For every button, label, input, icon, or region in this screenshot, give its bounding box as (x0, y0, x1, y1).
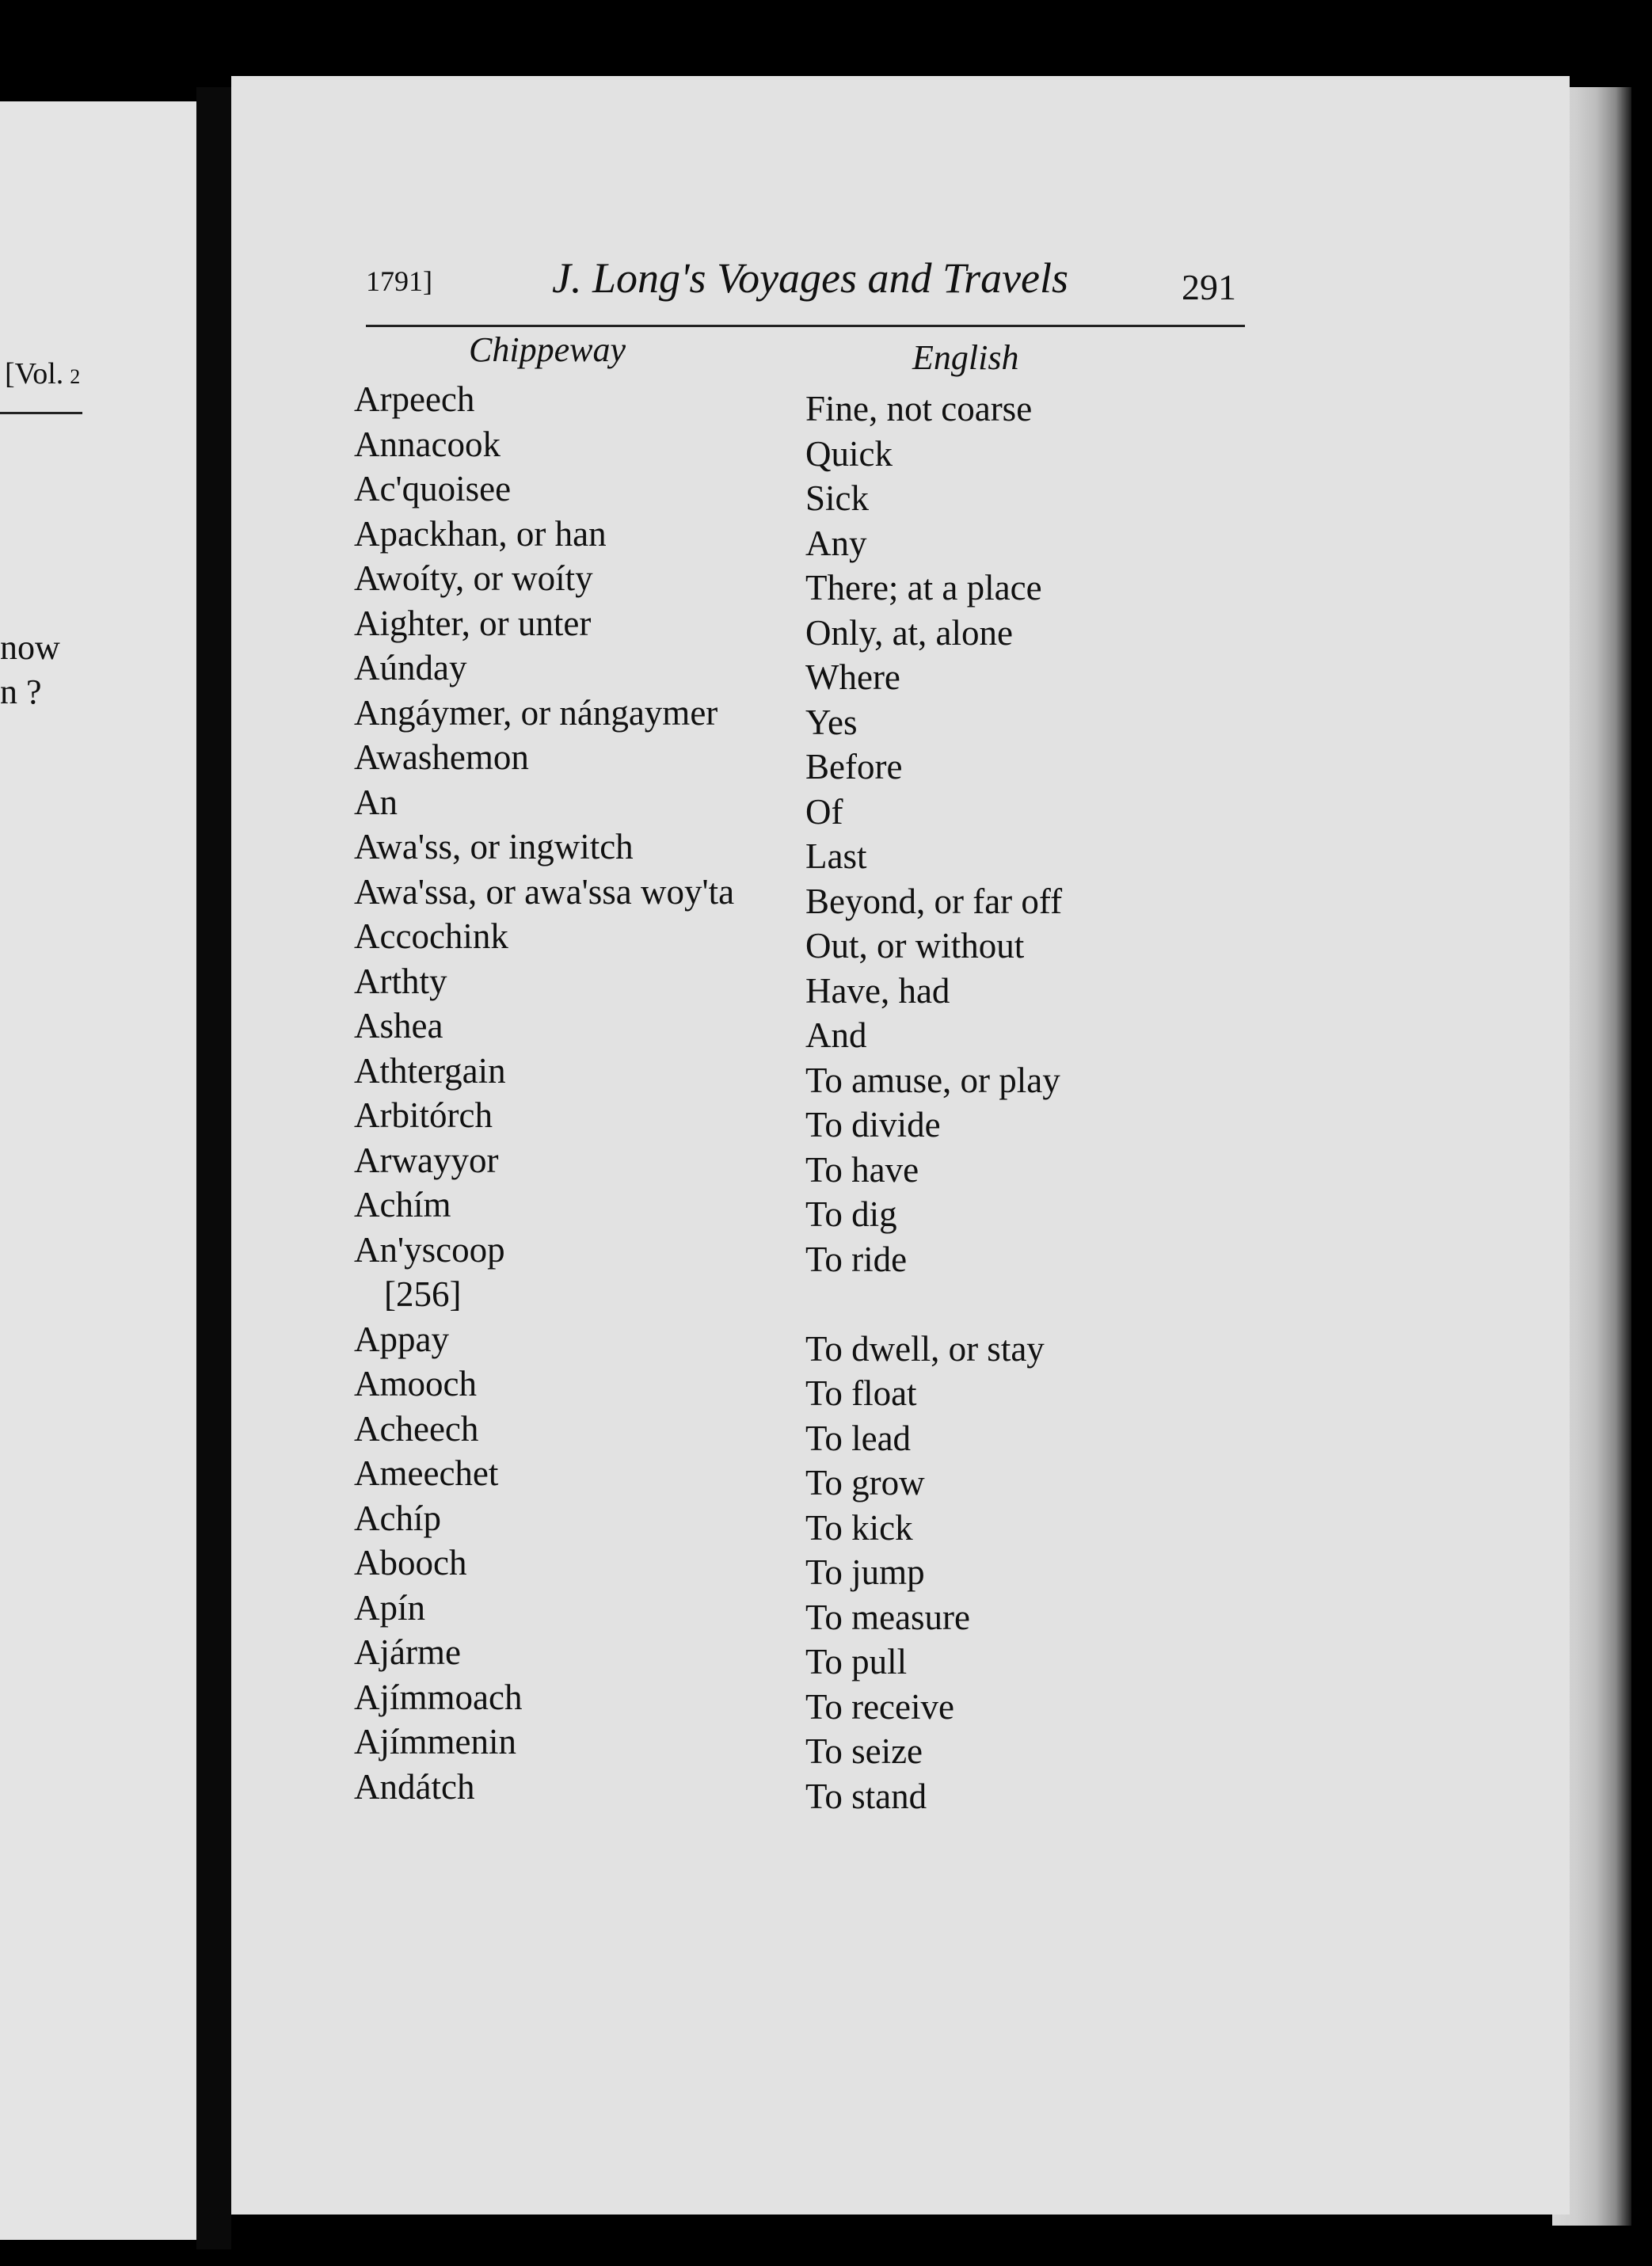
running-header (366, 249, 1483, 320)
english-word: To stand (805, 1776, 927, 1816)
chippeway-word: Awa'ssa, or awa'ssa woy'ta (354, 871, 735, 912)
chippeway-word: Apín (354, 1587, 425, 1628)
english-column-heading: English (912, 338, 1019, 377)
english-word: To divide (805, 1105, 941, 1144)
english-word: To dig (805, 1194, 897, 1234)
book-page (231, 76, 1570, 2215)
page-number: 291 (1182, 267, 1236, 307)
header-title: J. Long's Voyages and Travels (552, 254, 1069, 302)
chippeway-word: Andátch (354, 1766, 475, 1807)
previous-page-volume-number: 2 (70, 365, 81, 388)
english-word: Before (805, 747, 903, 786)
chippeway-word: Ac'quoisee (354, 469, 512, 508)
english-word: To amuse, or play (805, 1060, 1060, 1100)
chippeway-word: Ajárme (354, 1632, 461, 1672)
chippeway-word: An (354, 782, 398, 822)
english-word: Only, at, alone (805, 612, 1014, 653)
chippeway-word: Apackhan, or han (354, 513, 607, 554)
chippeway-word-list (354, 377, 734, 1809)
english-word: To ride (805, 1239, 908, 1279)
english-word: To dwell, or stay (805, 1328, 1045, 1369)
chippeway-word: Angáymer, or nángaymer (354, 692, 718, 733)
chippeway-word: Arpeech (354, 379, 475, 419)
book-gutter (196, 87, 231, 2249)
chippeway-word: Amooch (354, 1364, 477, 1403)
english-word: To grow (805, 1463, 925, 1502)
english-word: Quick (805, 433, 893, 474)
english-word: And (805, 1015, 867, 1055)
english-word: Fine, not coarse (805, 389, 1033, 428)
chippeway-word: Arbitórch (354, 1095, 493, 1135)
chippeway-word: Annacook (354, 424, 501, 464)
chippeway-word: Aighter, or unter (354, 603, 592, 643)
previous-page-fragment: n ? (0, 672, 42, 711)
english-word: Last (805, 836, 867, 876)
english-word (805, 1282, 1062, 1327)
chippeway-word: Abooch (354, 1543, 467, 1582)
chippeway-word: Ajímmoach (354, 1677, 523, 1717)
english-word: To float (805, 1373, 917, 1413)
header-rule (366, 325, 1245, 327)
chippeway-word: An'yscoop (354, 1229, 505, 1270)
english-word: Out, or without (805, 926, 1025, 965)
chippeway-word: Acheech (354, 1408, 479, 1449)
chippeway-word: Ajímmenin (354, 1722, 516, 1761)
page-reference: [256] (384, 1274, 462, 1314)
english-word: To kick (805, 1507, 913, 1548)
english-word: Of (805, 791, 843, 832)
english-word: Yes (805, 702, 858, 742)
chippeway-word: Awoíty, or woíty (354, 558, 593, 598)
chippeway-word: Awashemon (354, 737, 529, 777)
chippeway-word: Ameechet (354, 1453, 499, 1493)
chippeway-word: Athtergain (354, 1050, 506, 1091)
previous-page-fragment: now (0, 628, 60, 667)
english-word: To have (805, 1149, 919, 1190)
english-word: To lead (805, 1418, 912, 1458)
english-word: To jump (805, 1552, 925, 1592)
chippeway-word: Achím (354, 1185, 451, 1224)
chippeway-word: Accochink (354, 916, 508, 956)
chippeway-word: Ashea (354, 1006, 443, 1045)
chippeway-word: Arthty (354, 961, 447, 1001)
previous-page-rule (0, 412, 82, 414)
english-word: To receive (805, 1686, 954, 1727)
english-word: To pull (805, 1642, 908, 1681)
previous-page (0, 101, 196, 2240)
chippeway-column-heading: Chippeway (469, 330, 626, 369)
english-word: Have, had (805, 970, 950, 1011)
chippeway-word: Achíp (354, 1498, 441, 1538)
english-word: Sick (805, 478, 870, 518)
chippeway-word: Arwayyor (354, 1140, 499, 1180)
previous-page-running-head (5, 356, 80, 391)
chippeway-word: Awa'ss, or ingwitch (354, 827, 634, 866)
english-word: Any (805, 523, 867, 563)
header-year: 1791] (366, 265, 432, 297)
english-word-list (805, 387, 1062, 1819)
chippeway-word: Appay (354, 1319, 449, 1359)
english-word: To measure (805, 1597, 971, 1637)
english-word: Where (805, 657, 900, 697)
english-word: Beyond, or far off (805, 881, 1063, 921)
chippeway-word: Aúnday (354, 648, 467, 687)
previous-page-vol-label: [Vol. (5, 357, 64, 390)
english-word: There; at a place (805, 568, 1042, 607)
english-word: To seize (805, 1731, 923, 1771)
